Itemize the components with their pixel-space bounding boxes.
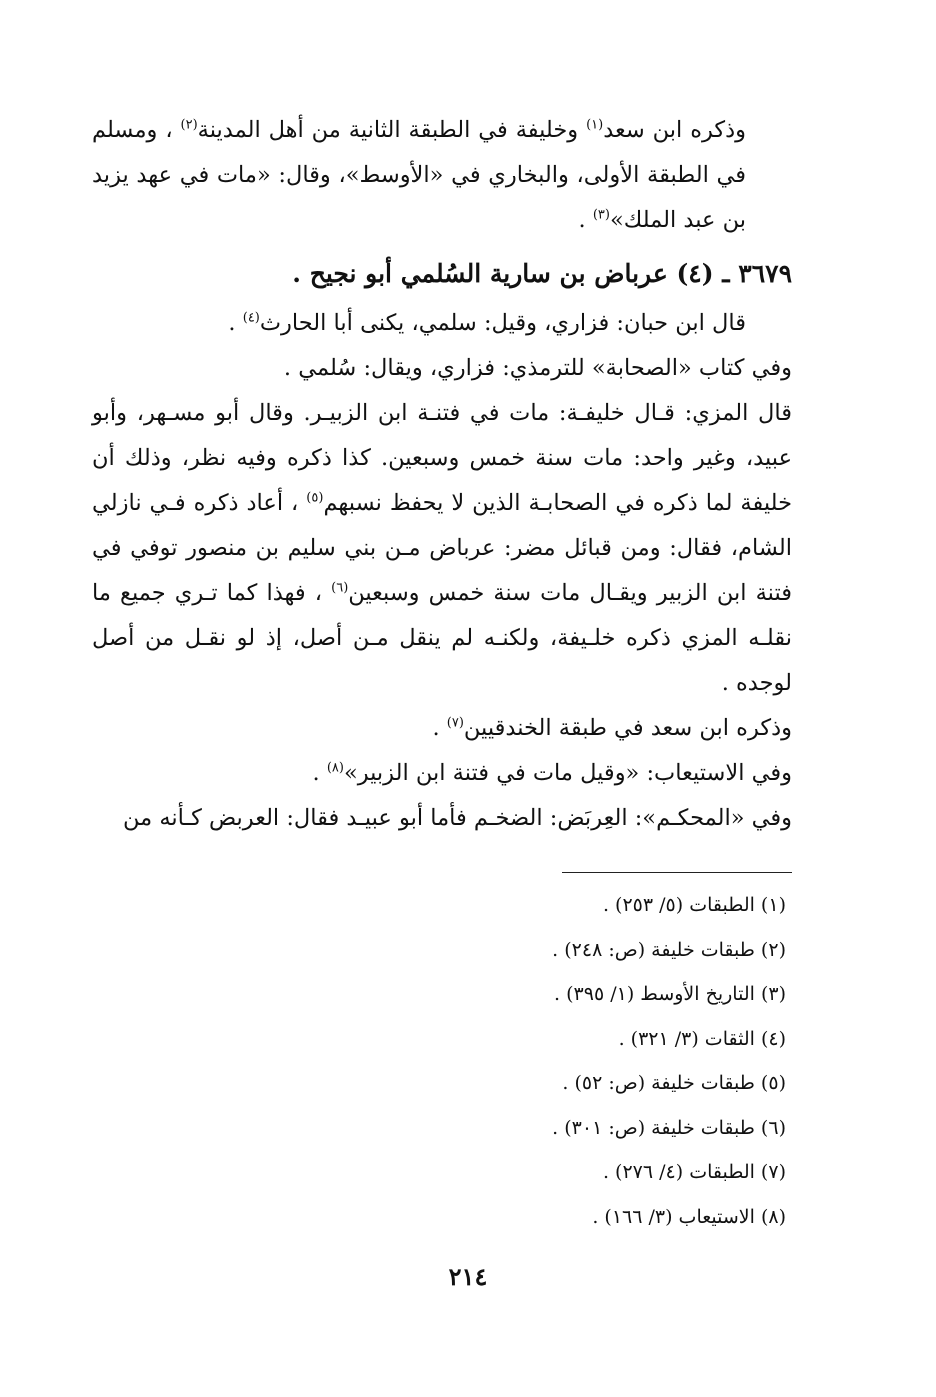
paragraph-1 xyxy=(92,108,792,243)
entry-heading: ٣٦٧٩ ـ (٤) عرباض بن سارية السُلمي أبو نجيح . xyxy=(292,259,792,288)
text-run: . xyxy=(578,207,593,233)
paragraph-3: وفي كتاب «الصحابة» للترمذي: فزاري، ويقال: سُلمي . xyxy=(283,355,792,381)
footnote-ref-6[interactable]: (٦) xyxy=(331,580,349,596)
footnote-3: (٣) التاريخ الأوسط (١/ ٣٩٥) . xyxy=(554,983,786,1005)
paragraph-7: وفي «المحكـم»: العِربَض: الضخـم فأما أبو عبيـد فقال: العربض كـأنه من xyxy=(123,805,792,831)
footnote-ref-1[interactable]: (١) xyxy=(586,117,604,133)
text-run: وذكره ابن سعد في طبقة الخندقيين xyxy=(463,715,792,741)
text-run: قال ابن حبان: فزاري، وقيل: سلمي، يكنى أبا الحارث xyxy=(259,310,746,336)
footnote-4: (٤) الثقات (٣/ ٣٢١) . xyxy=(618,1027,786,1050)
footnote-8: (٨) الاستيعاب (٣/ ١٦٦) . xyxy=(592,1205,786,1228)
text-run: . xyxy=(312,760,327,786)
footnote-ref-8[interactable]: (٨) xyxy=(326,760,344,776)
footnote-1: (١) الطبقات (٥/ ٢٥٣) . xyxy=(602,894,786,916)
paragraph-2 xyxy=(92,301,792,346)
text-run: قال المزي: قـال خليفـة: مات في فتنـة ابن الزبيـر. وقال أبو مسـهر، وأبو عبيد، وغير واحد: مات سنة خمس وسبعين. كذا ذكره وفيه نظر، وذلك أن خليفة لما ذكره في الصحابـة الذين لا يحفظ نسبهم xyxy=(92,400,792,516)
text-run: وخليفة في الطبقة الثانية من أهل المدينة xyxy=(197,117,587,143)
main-text xyxy=(92,108,792,841)
paragraph-6 xyxy=(92,751,792,796)
text-run: . xyxy=(432,715,447,741)
footnote-7: (٧) الطبقات (٤/ ٢٧٦) . xyxy=(602,1161,786,1183)
footnote-ref-2[interactable]: (٢) xyxy=(180,117,198,133)
paragraph-4 xyxy=(92,391,792,706)
paragraph-5 xyxy=(92,706,792,751)
text-run: ، ومسلم في الطبقة الأولى، والبخاري في «الأوسط»، وقال: «مات في عهد يزيد بن عبد الملك» xyxy=(92,117,746,233)
footnote-ref-7[interactable]: (٧) xyxy=(446,715,464,731)
footnote-5: (٥) طبقات خليفة (ص: ٥٢) . xyxy=(562,1072,786,1094)
footnote-ref-5[interactable]: (٥) xyxy=(306,490,324,506)
text-run: وفي الاستيعاب: «وقيل مات في فتنة ابن الزبير» xyxy=(343,760,792,786)
page-number: ٢١٤ xyxy=(448,1262,488,1291)
footnotes-list xyxy=(92,883,792,1239)
text-run: . xyxy=(228,310,243,336)
footnote-separator xyxy=(562,872,792,873)
footnote-ref-4[interactable]: (٤) xyxy=(242,310,260,326)
text-run: ، فهذا كما تـري جميع ما نقلـه المزي ذكره خلـيفة، ولكنـه لم ينقل مـن أصل، إذ لو نقـل من أصل لوجده . xyxy=(92,580,792,696)
footnote-6: (٦) طبقات خليفة (ص: ٣٠١) . xyxy=(552,1116,786,1139)
footnote-ref-3[interactable]: (٣) xyxy=(592,207,610,223)
footnote-2: (٢) طبقات خليفة (ص: ٢٤٨) . xyxy=(552,938,786,961)
text-run: ، أعاد ذكره فـي نازلي الشام، فقال: ومن قبائل مضر: عرباض مـن بني سليم بن منصور توفي في فتنة ابن الزبير ويقـال مات سنة خمس وسبعين xyxy=(92,490,792,606)
text-run: وذكره ابن سعد xyxy=(603,117,747,143)
